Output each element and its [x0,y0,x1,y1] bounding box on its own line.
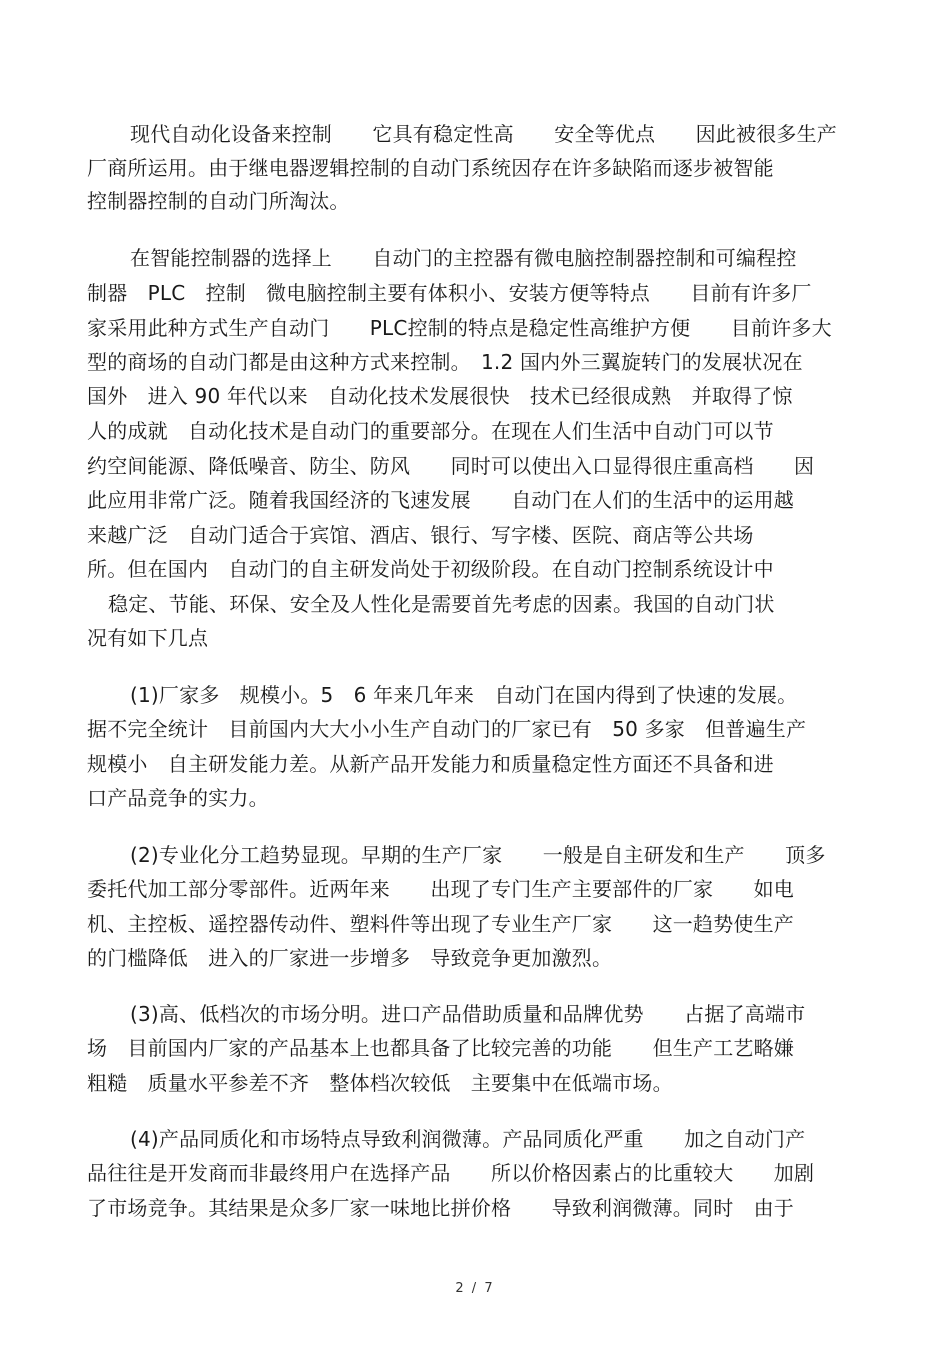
text-line: 来越广泛 自动门适合于宾馆、酒店、银行、写字楼、医院、商店等公共场 [87,523,754,547]
text-line: 在智能控制器的选择上 自动门的主控器有微电脑控制器控制和可编程控 [130,246,797,270]
text-line: (4)产品同质化和市场特点导致利润微薄。产品同质化严重 加之自动门产 [130,1127,806,1151]
text-line: 制器 PLC 控制 微电脑控制主要有体积小、安装方便等特点 目前有许多厂 [87,281,812,305]
text-line: (1)厂家多 规模小。5 6 年来几年来 自动门在国内得到了快速的发展。 [130,683,798,707]
text-line: 厂商所运用。由于继电器逻辑控制的自动门系统因存在许多缺陷而逐步被智能 [87,156,774,180]
text-line: 据不完全统计 目前国内大大小小生产自动门的厂家已有 50 多家 但普遍生产 [87,717,807,741]
text-line: (2)专业化分工趋势显现。早期的生产厂家 一般是自主研发和生产 顶多 [130,843,826,867]
text-line: 所。但在国内 自动门的自主研发尚处于初级阶段。在自动门控制系统设计中 [87,557,774,581]
page-number: 2 / 7 [455,1281,495,1296]
text-line: (3)高、低档次的市场分明。进口产品借助质量和品牌优势 占据了高端市 [130,1002,806,1026]
text-line: 人的成就 自动化技术是自动门的重要部分。在现在人们生活中自动门可以节 [87,419,774,443]
text-line: 稳定、节能、环保、安全及人性化是需要首先考虑的因素。我国的自动门状 [108,592,775,616]
text-line: 约空间能源、降低噪音、防尘、防风 同时可以使出入口显得很庄重高档 因 [87,454,815,478]
text-line: 委托代加工部分零部件。近两年来 出现了专门生产主要部件的厂家 如电 [87,877,794,901]
text-line: 口产品竞争的实力。 [87,786,269,810]
text-line: 机、主控板、遥控器传动件、塑料件等出现了专业生产厂家 这一趋势使生产 [87,912,794,936]
text-line: 况有如下几点 [87,626,209,650]
text-line: 现代自动化设备来控制 它具有稳定性高 安全等优点 因此被很多生产 [130,122,837,146]
text-line: 场 目前国内厂家的产品基本上也都具备了比较完善的功能 但生产工艺略嫌 [87,1036,794,1060]
text-line: 控制器控制的自动门所淘汰。 [87,189,350,213]
text-line: 规模小 自主研发能力差。从新产品开发能力和质量稳定性方面还不具备和进 [87,752,774,776]
text-line: 此应用非常广泛。随着我国经济的飞速发展 自动门在人们的生活中的运用越 [87,488,794,512]
text-line: 品往往是开发商而非最终用户在选择产品 所以价格因素占的比重较大 加剧 [87,1161,815,1185]
text-line: 粗糙 质量水平参差不齐 整体档次较低 主要集中在低端市场。 [87,1071,673,1095]
text-line: 国外 进入 90 年代以来 自动化技术发展很快 技术已经很成熟 并取得了惊 [87,384,793,408]
text-line: 了市场竞争。其结果是众多厂家一味地比拼价格 导致利润微薄。同时 由于 [87,1196,794,1220]
text-line: 的门槛降低 进入的厂家进一步增多 导致竞争更加激烈。 [87,946,613,970]
text-line: 型的商场的自动门都是由这种方式来控制。 1.2 国内外三翼旋转门的发展状况在 [87,350,803,374]
text-line: 家采用此种方式生产自动门 PLC控制的特点是稳定性高维护方便 目前许多大 [87,316,832,340]
